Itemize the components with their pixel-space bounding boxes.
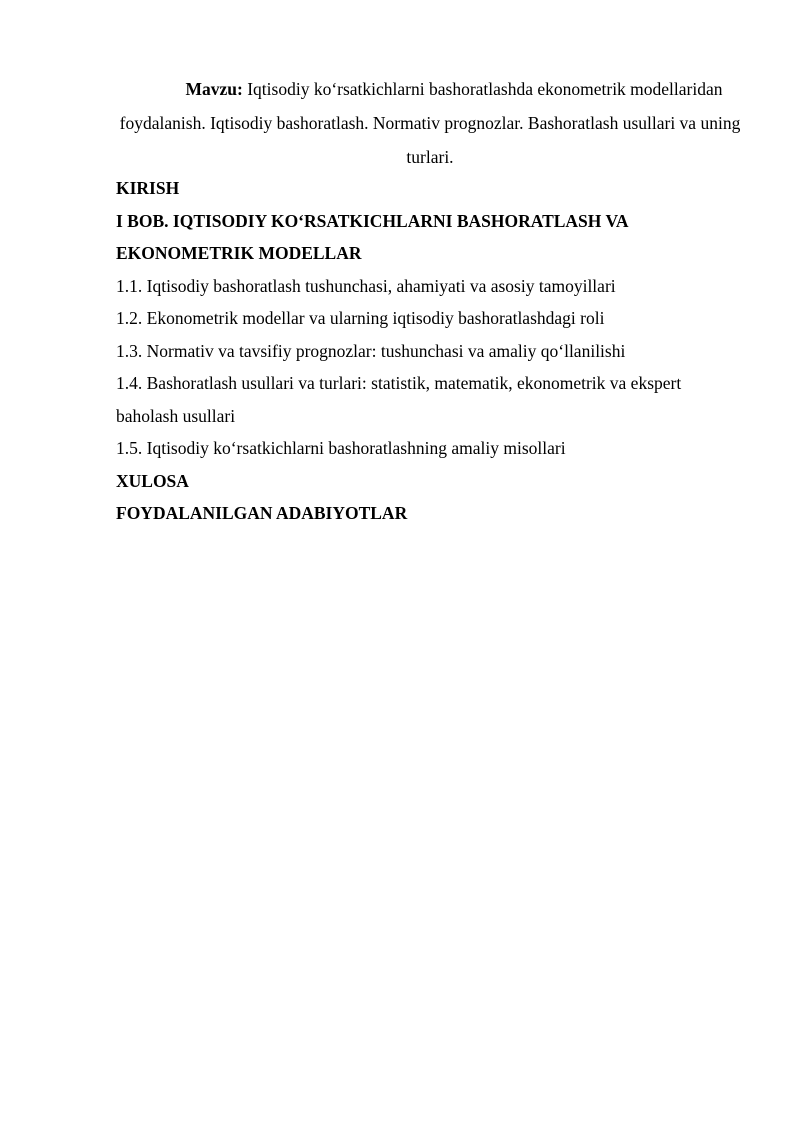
toc-intro: KIRISH [116, 178, 180, 198]
topic-label: Mavzu: [185, 79, 243, 99]
toc-references: FOYDALANILGAN ADABIYOTLAR [116, 503, 408, 523]
topic-paragraph [116, 72, 744, 174]
toc-conclusion: XULOSA [116, 470, 189, 491]
table-of-contents [116, 172, 744, 530]
toc-section-1-1: 1.1. Iqtisodiy bashoratlash tushunchasi, ahamiyati va asosiy tamoyillari [116, 275, 616, 296]
toc-section-1-2: 1.2. Ekonometrik modellar va ularning iqtisodiy bashoratlashdagi roli [116, 308, 605, 328]
toc-section-1-5: 1.5. Iqtisodiy koʻrsatkichlarni bashoratlashning amaliy misollari [116, 438, 566, 458]
topic-text: Iqtisodiy koʻrsatkichlarni bashoratlashda ekonometrik modellaridan foydalanish. Iqtisodiy bashoratlash. Normativ prognozlar. Bashoratlash usullari va uning turlari. [119, 79, 741, 167]
toc-chapter-1-title-line-1: I BOB. IQTISODIY KOʻRSATKICHLARNI BASHORATLASH VA [116, 210, 629, 231]
toc-section-1-4: 1.4. Bashoratlash usullari va turlari: statistik, matematik, ekonometrik va ekspert baholash usullari [116, 373, 682, 426]
toc-section-1-3: 1.3. Normativ va tavsifiy prognozlar: tushunchasi va amaliy qoʻllanilishi [116, 340, 626, 361]
toc-chapter-1-title-line-2: EKONOMETRIK MODELLAR [116, 243, 362, 263]
